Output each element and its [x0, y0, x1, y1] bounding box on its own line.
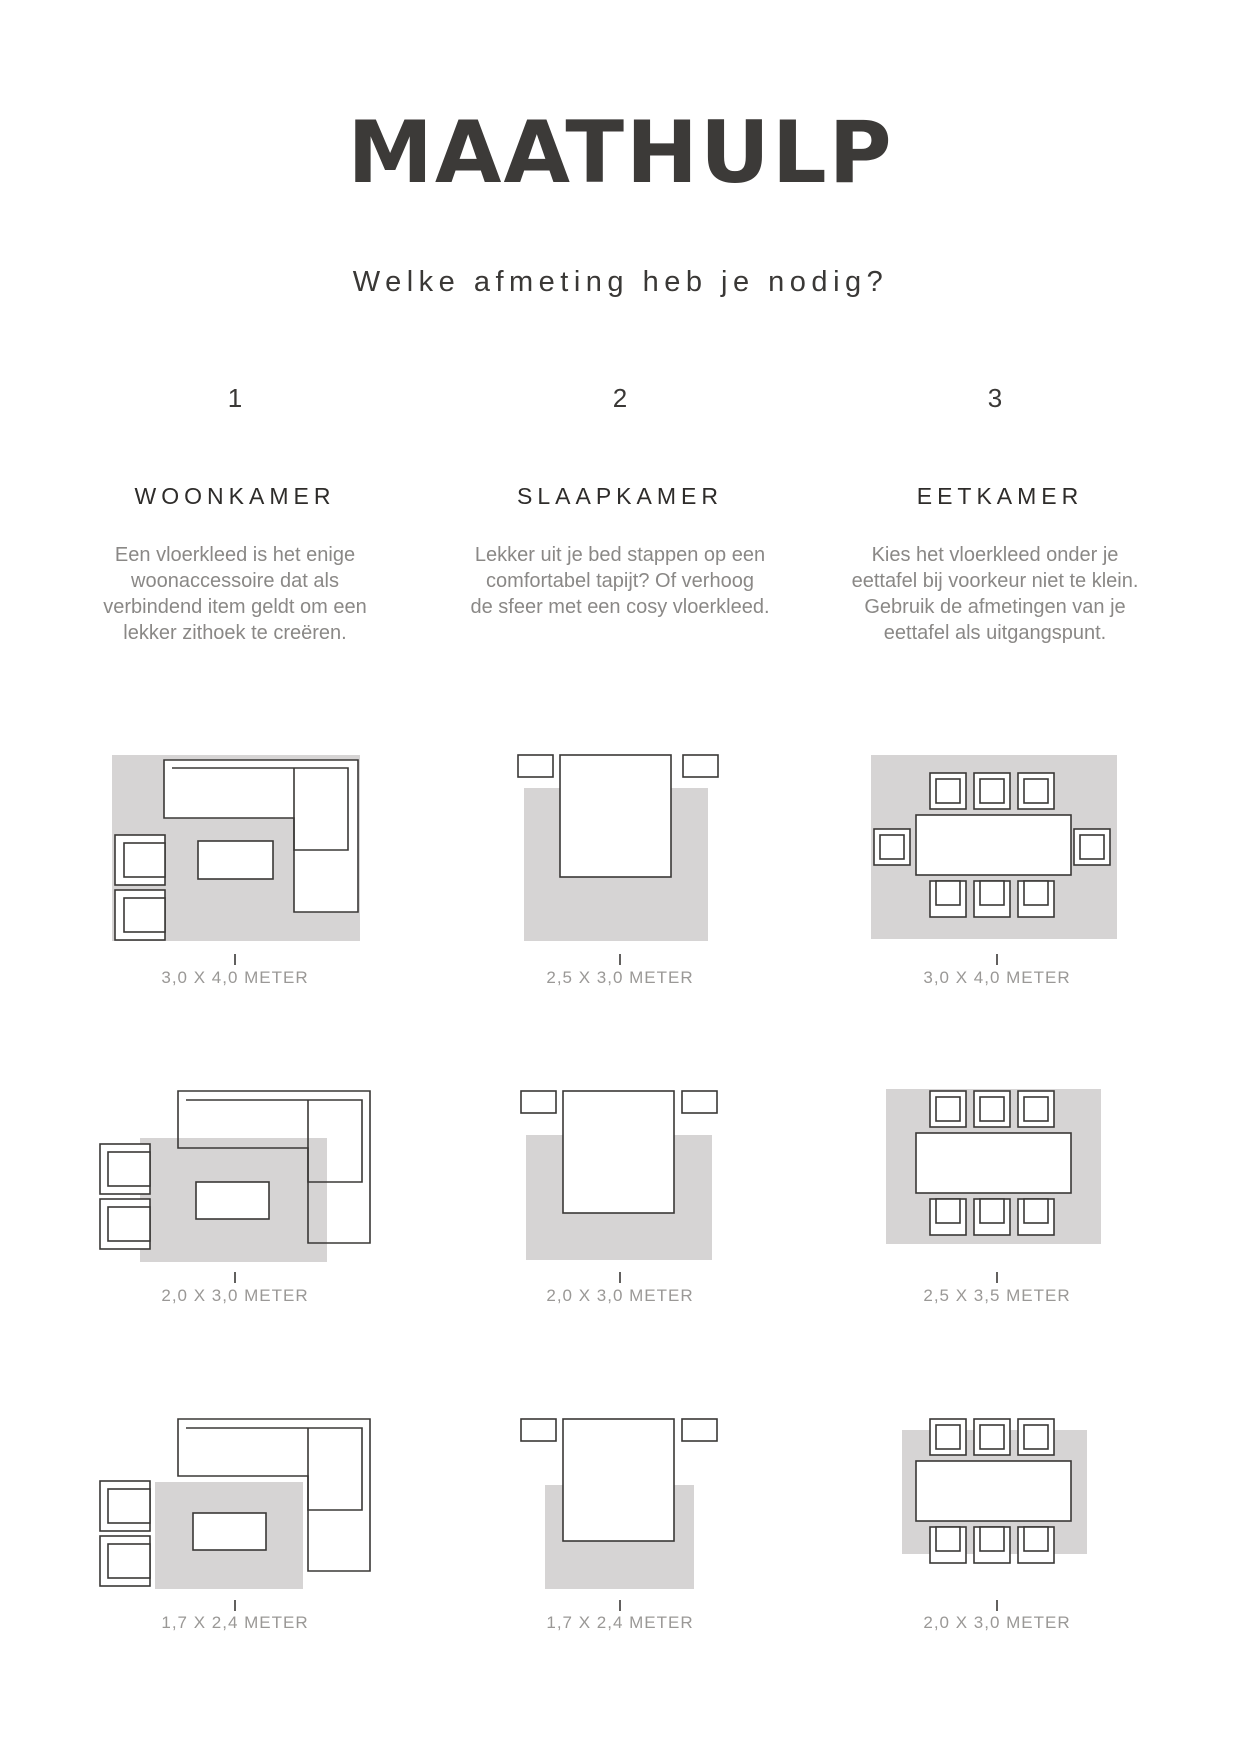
size-label-slaapkamer-1: 2,5 X 3,0 METER: [546, 968, 694, 987]
diagram-eetkamer-1: [871, 755, 1117, 939]
heading-woonkamer: WOONKAMER: [134, 483, 336, 509]
diagram-slaapkamer-3: [521, 1419, 717, 1589]
nightstand-icon: [682, 1419, 717, 1441]
nightstand-icon: [683, 755, 718, 777]
bed-icon: [560, 755, 671, 877]
chair-icon: [930, 881, 966, 917]
chair-icon: [1018, 1527, 1054, 1563]
size-label-woonkamer-1: 3,0 X 4,0 METER: [161, 968, 309, 987]
chair-icon: [930, 1199, 966, 1235]
chair-icon: [930, 1091, 966, 1127]
chair-icon: [1018, 1091, 1054, 1127]
coffee-table-icon: [193, 1513, 266, 1550]
chair-icon: [1074, 829, 1110, 865]
chair-icon: [1018, 1199, 1054, 1235]
page-subtitle: Welke afmeting heb je nodig?: [352, 266, 889, 298]
chair-icon: [1018, 881, 1054, 917]
diagram-eetkamer-3: [902, 1419, 1087, 1563]
dining-table-icon: [916, 1461, 1071, 1521]
size-label-eetkamer-2: 2,5 X 3,5 METER: [923, 1286, 1071, 1305]
diagram-eetkamer-2: [886, 1089, 1101, 1244]
bed-icon: [563, 1419, 674, 1541]
armchair-icon: [115, 835, 165, 885]
armchair-icon: [100, 1144, 150, 1194]
armchair-icon: [100, 1481, 150, 1531]
diagram-woonkamer-2: [100, 1091, 370, 1262]
coffee-table-icon: [196, 1182, 269, 1219]
chair-icon: [974, 1419, 1010, 1455]
description-woonkamer: Een vloerkleed is het enige woonaccessoire dat als verbindend item geldt om een lekker zithoek te creëren.: [103, 544, 367, 644]
diagram-woonkamer-1: [112, 755, 360, 941]
step-number-3: 3: [987, 383, 1003, 413]
step-number-1: 1: [227, 383, 243, 413]
bed-icon: [563, 1091, 674, 1213]
diagram-slaapkamer-2: [521, 1091, 717, 1260]
chair-icon: [930, 1527, 966, 1563]
size-label-slaapkamer-2: 2,0 X 3,0 METER: [546, 1286, 694, 1305]
size-label-eetkamer-1: 3,0 X 4,0 METER: [923, 968, 1071, 987]
description-eetkamer: Kies het vloerkleed onder je eettafel bij voorkeur niet te klein. Gebruik de afmetingen van je eettafel als uitgangspunt.: [851, 544, 1139, 644]
chair-icon: [1018, 1419, 1054, 1455]
page-title: MAATHULP: [347, 103, 894, 203]
chair-icon: [974, 881, 1010, 917]
nightstand-icon: [682, 1091, 717, 1113]
step-number-2: 2: [612, 383, 628, 413]
nightstand-icon: [518, 755, 553, 777]
diagram-woonkamer-3: [100, 1419, 370, 1589]
chair-icon: [974, 1527, 1010, 1563]
chair-icon: [930, 1419, 966, 1455]
armchair-icon: [100, 1199, 150, 1249]
chair-icon: [974, 773, 1010, 809]
coffee-table-icon: [198, 841, 273, 879]
diagram-slaapkamer-1: [518, 755, 718, 941]
chair-icon: [974, 1199, 1010, 1235]
chair-icon: [874, 829, 910, 865]
chair-icon: [930, 773, 966, 809]
armchair-icon: [115, 890, 165, 940]
nightstand-icon: [521, 1419, 556, 1441]
dining-table-icon: [916, 815, 1071, 875]
description-slaapkamer: Lekker uit je bed stappen op een comfortabel tapijt? Of verhoog de sfeer met een cosy vloerkleed.: [470, 544, 770, 618]
nightstand-icon: [521, 1091, 556, 1113]
dining-table-icon: [916, 1133, 1071, 1193]
chair-icon: [974, 1091, 1010, 1127]
size-label-woonkamer-3: 1,7 X 2,4 METER: [161, 1613, 309, 1632]
size-label-eetkamer-3: 2,0 X 3,0 METER: [923, 1613, 1071, 1632]
chair-icon: [1018, 773, 1054, 809]
armchair-icon: [100, 1536, 150, 1586]
size-label-woonkamer-2: 2,0 X 3,0 METER: [161, 1286, 309, 1305]
size-label-slaapkamer-3: 1,7 X 2,4 METER: [546, 1613, 694, 1632]
heading-slaapkamer: SLAAPKAMER: [517, 483, 723, 509]
heading-eetkamer: EETKAMER: [916, 483, 1084, 509]
